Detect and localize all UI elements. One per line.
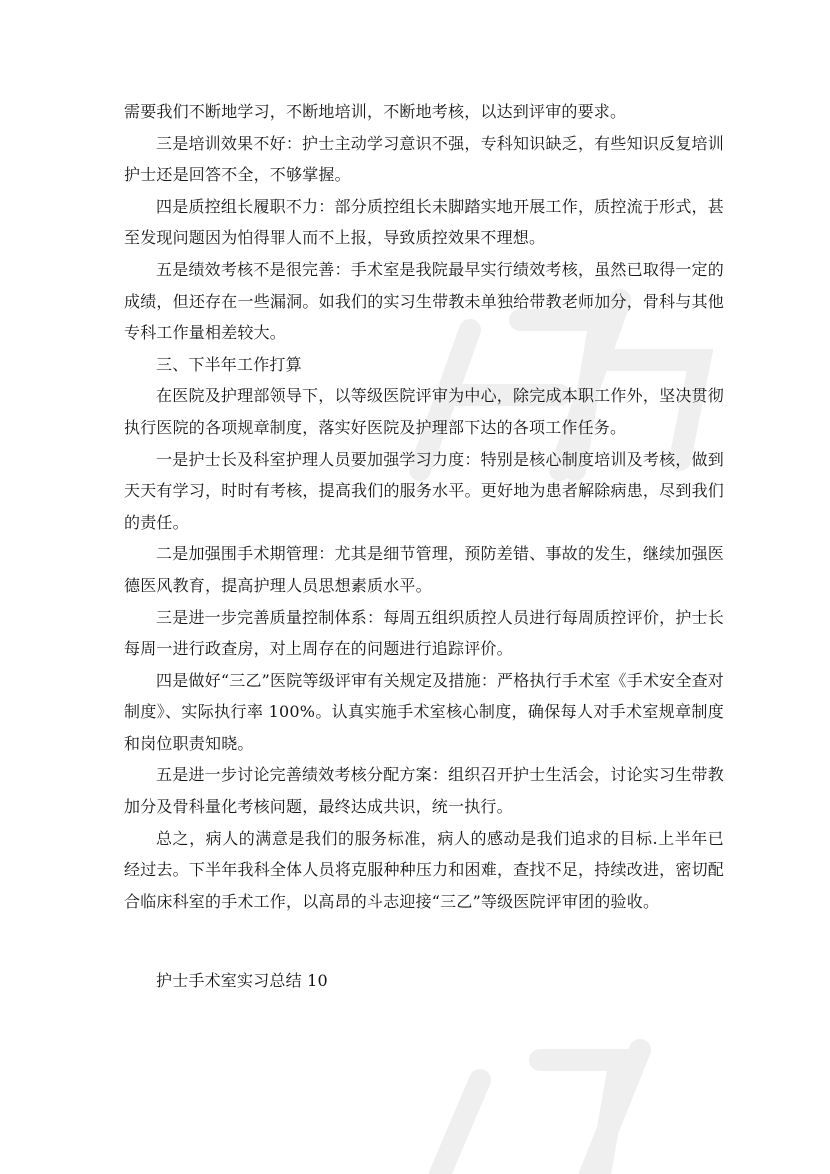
next-section-title: 护士手术室实习总结 10 [156, 971, 328, 991]
paragraph: 四是做好“三乙”医院等级评审有关规定及措施：严格执行手术室《手术安全查对制度》、实际执行率 100%。认真实施手术室核心制度，确保每人对手术室规章制度和岗位职责知晓。 [124, 670, 724, 753]
paragraph: 三是培训效果不好：护士主动学习意识不强，专科知识缺乏，有些知识反复培训护士还是回答不全，不够掌握。 [124, 133, 724, 185]
section-heading: 三、下半年工作打算 [156, 354, 302, 374]
paragraph: 需要我们不断地学习，不断地培训，不断地考核，以达到评审的要求。 [124, 102, 627, 121]
document-body [124, 96, 724, 997]
paragraph: 五是进一步讨论完善绩效考核分配方案：组织召开护士生活会，讨论实习生带教加分及骨科量化考核问题，最终达成共识，统一执行。 [124, 765, 724, 817]
paragraph: 一是护士长及科室护理人员要加强学习力度：特别是核心制度培训及考核，做到天天有学习，时时有考核，提高我们的服务水平。更好地为患者解除病患，尽到我们的责任。 [124, 449, 724, 532]
paragraph: 总之，病人的满意是我们的服务标准，病人的感动是我们追求的目标.上半年已经过去。下半年我科全体人员将克服种种压力和困难，查找不足，持续改进，密切配合临床科室的手术工作，以高昂的斗志迎接“三乙”等级医院评审团的验收。 [124, 828, 724, 911]
paragraph: 二是加强围手术期管理：尤其是细节管理，预防差错、事故的发生，继续加强医德医风教育，提高护理人员思想素质水平。 [124, 544, 724, 595]
paragraph: 五是绩效考核不是很完善：手术室是我院最早实行绩效考核，虽然已取得一定的成绩，但还存在一些漏洞。如我们的实习生带教未单独给带教老师加分，骨科与其他专科工作量相差较大。 [124, 259, 724, 343]
spacer [124, 917, 724, 965]
paragraph: 三是进一步完善质量控制体系：每周五组织质控人员进行每周质控评价，护士长每周一进行政查房，对上周存在的问题进行追踪评价。 [124, 607, 724, 659]
paragraph: 四是质控组长履职不力：部分质控组长未脚踏实地开展工作，质控流于形式，甚至发现问题因为怕得罪人而不上报，导致质控效果不理想。 [124, 196, 724, 248]
paragraph: 在医院及护理部领导下，以等级医院评审为中心，除完成本职工作外，坚决贯彻执行医院的各项规章制度，落实好医院及护理部下达的各项工作任务。 [124, 386, 724, 437]
